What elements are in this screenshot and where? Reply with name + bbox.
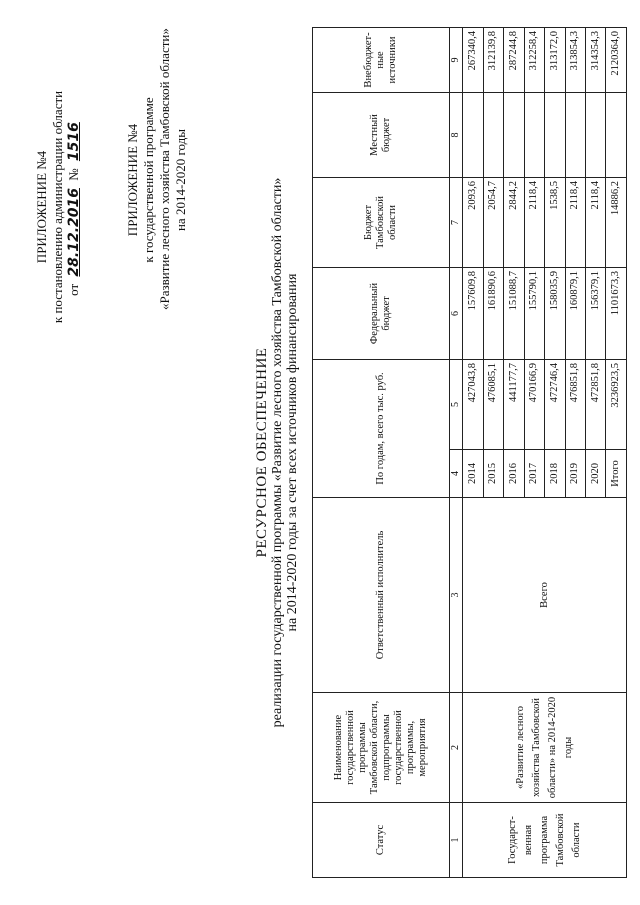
extra-cell: 314354,3	[585, 27, 605, 92]
header-status: Статус	[313, 803, 450, 878]
regional-cell: 2118,4	[524, 177, 544, 267]
regional-cell: 2118,4	[585, 177, 605, 267]
extra-cell: 2120364,0	[606, 27, 627, 92]
column-numbers-row	[449, 27, 463, 877]
header-by-years: По годам, всего тыс. руб.	[313, 359, 450, 497]
data-rows	[463, 27, 627, 877]
appendix-program-line2: «Развитие лесного хозяйства Тамбовской области»	[157, 28, 172, 310]
appendix-program-title: ПРИЛОЖЕНИЕ №4	[125, 123, 140, 237]
year-cell: 2014	[463, 450, 483, 498]
total-cell: 470166,9	[524, 359, 544, 449]
appendix-program	[125, 28, 189, 310]
header-federal: Федеральный бюджет	[313, 267, 450, 359]
total-cell: 476085,1	[483, 359, 503, 449]
heading-subtitle: реализации государственной программы «Развитие лесного хозяйства Тамбовской области»	[270, 177, 285, 728]
federal-cell: 161890,6	[483, 267, 503, 359]
total-cell: 3236923,5	[606, 359, 627, 449]
header-regional: Бюджет Тамбовской области	[313, 177, 450, 267]
appendix-resolution-date-line	[66, 57, 82, 357]
federal-cell: 156379,1	[585, 267, 605, 359]
local-cell	[606, 92, 627, 177]
federal-cell: 157609,8	[463, 267, 483, 359]
heading-period: на 2014-2020 годы за счет всех источников финансирования	[285, 273, 300, 632]
extra-cell: 267340,4	[463, 27, 483, 92]
year-cell: Итого	[606, 450, 627, 498]
regional-cell: 2118,4	[565, 177, 585, 267]
federal-cell: 151088,7	[504, 267, 524, 359]
col-number: 6	[449, 267, 463, 359]
col-number: 2	[449, 693, 463, 803]
local-cell	[565, 92, 585, 177]
col-number: 8	[449, 92, 463, 177]
federal-cell: 160879,1	[565, 267, 585, 359]
header-row	[313, 27, 450, 877]
extra-cell: 313172,0	[545, 27, 565, 92]
local-cell	[483, 92, 503, 177]
year-cell: 2019	[565, 450, 585, 498]
total-cell: 476851,8	[565, 359, 585, 449]
regional-cell: 1538,5	[545, 177, 565, 267]
col-number: 5	[449, 359, 463, 449]
federal-cell: 155790,1	[524, 267, 544, 359]
appendix-resolution	[34, 57, 82, 357]
federal-cell: 1101673,3	[606, 267, 627, 359]
col-number: 7	[449, 177, 463, 267]
total-cell: 427043,8	[463, 359, 483, 449]
col-number: 9	[449, 27, 463, 92]
year-cell: 2016	[504, 450, 524, 498]
col-number: 1	[449, 803, 463, 878]
appendix-program-line3: на 2014-2020 годы	[173, 128, 188, 232]
regional-cell: 2093,6	[463, 177, 483, 267]
local-cell	[463, 92, 483, 177]
heading-title: РЕСУРСНОЕ ОБЕСПЕЧЕНИЕ	[254, 347, 270, 558]
header-executor: Ответственный исполнитель	[313, 498, 450, 693]
year-cell: 2015	[483, 450, 503, 498]
executor-cell: Всего	[463, 498, 627, 693]
col-number: 3	[449, 498, 463, 693]
appendix-resolution-title: ПРИЛОЖЕНИЕ №4	[34, 150, 49, 264]
extra-cell: 313854,3	[565, 27, 585, 92]
header-local: Местный бюджет	[313, 92, 450, 177]
date-handwritten: 28.12.2016	[66, 188, 82, 277]
regional-cell: 2054,7	[483, 177, 503, 267]
from-label: от	[66, 283, 81, 296]
local-cell	[585, 92, 605, 177]
col-number: 4	[449, 450, 463, 498]
year-cell: 2020	[585, 450, 605, 498]
appendix-program-line1: к государственной программе	[141, 97, 156, 263]
total-cell: 472746,4	[545, 359, 565, 449]
local-cell	[524, 92, 544, 177]
extra-cell: 312258,4	[524, 27, 544, 92]
resource-table	[312, 27, 627, 878]
local-cell	[504, 92, 524, 177]
local-cell	[545, 92, 565, 177]
document-heading	[255, 0, 300, 905]
extra-cell: 287244,8	[504, 27, 524, 92]
total-cell: 472851,8	[585, 359, 605, 449]
header-extra: Внебюджет-ные источники	[313, 27, 450, 92]
number-handwritten: 1516	[66, 122, 82, 162]
extra-cell: 312139,8	[483, 27, 503, 92]
federal-cell: 158035,9	[545, 267, 565, 359]
header-name: Наименование государственной программы Тамбовской области, подпрограммы государственной программы, мероприятия	[313, 693, 450, 803]
regional-cell: 2844,2	[504, 177, 524, 267]
program-cell: «Развитие лесного хозяйства Тамбовской области» на 2014-2020 годы	[463, 693, 627, 803]
year-cell: 2018	[545, 450, 565, 498]
total-cell: 441177,7	[504, 359, 524, 449]
number-label: №	[66, 168, 81, 181]
status-cell: Государст-венная программа Тамбовской области	[463, 803, 627, 878]
regional-cell: 14886,2	[606, 177, 627, 267]
table-row	[463, 27, 483, 877]
year-cell: 2017	[524, 450, 544, 498]
appendix-resolution-line: к постановлению администрации области	[50, 90, 65, 324]
